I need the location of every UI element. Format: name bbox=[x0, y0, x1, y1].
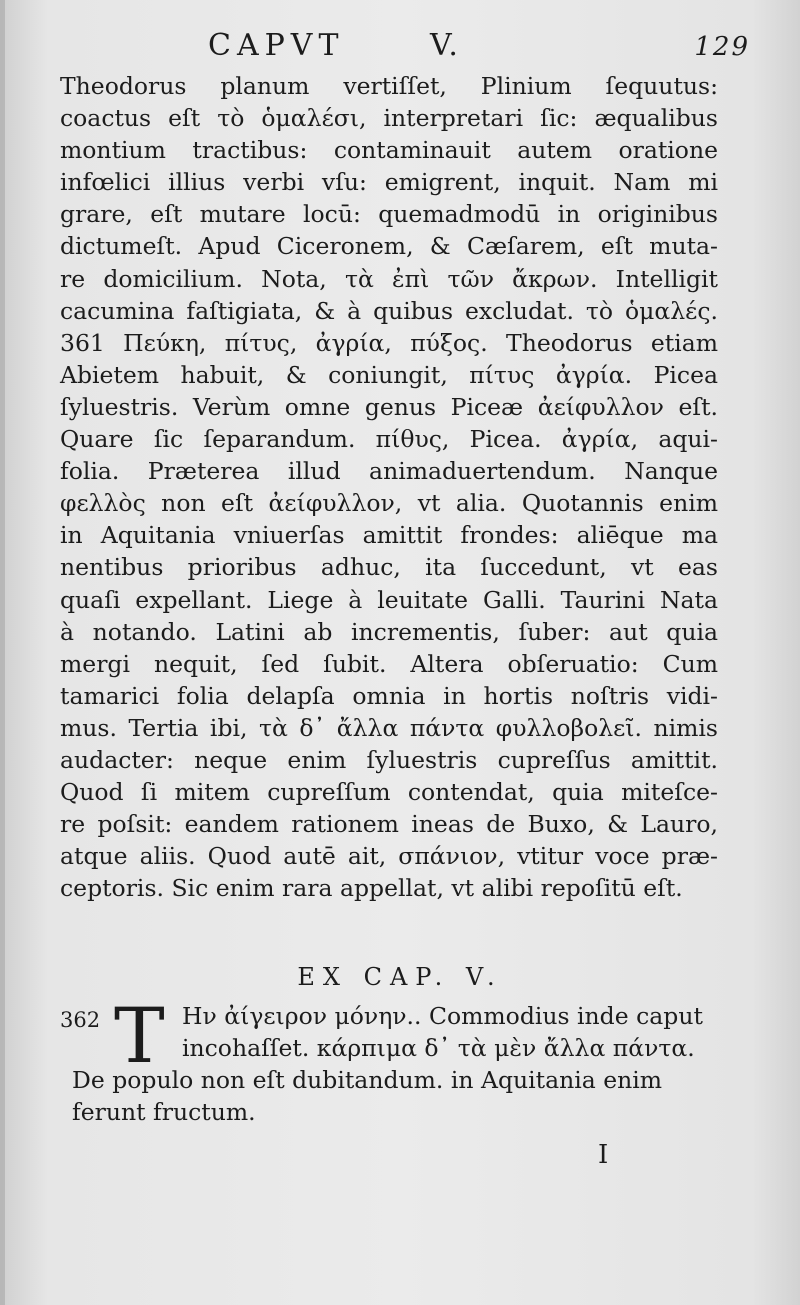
text-line: ſyluestris. Verùm omne genus Piceæ ἀείφυλλον eſt. bbox=[60, 392, 718, 421]
note-line: incohaſſet. κάρπιμα δ᾽ τὰ μὲν ἄλλα πάντα. bbox=[182, 1034, 695, 1062]
page-edge-shadow bbox=[0, 0, 5, 1305]
note-line: Ην ἀίγειρον μόνην.. Commodius inde caput bbox=[182, 1002, 703, 1030]
text-line: mus. Tertia ibi, τὰ δ᾽ ἄλλα πάντα φυλλοβολεῖ. nimis bbox=[60, 713, 718, 742]
chapter-number: V. bbox=[430, 28, 460, 63]
text-line: re poſsit: eandem rationem ineas de Buxo, & Lauro, bbox=[60, 810, 718, 839]
running-title: CAPVT bbox=[208, 28, 345, 63]
text-line: infœlici illius verbi vſu: emigrent, inquit. Nam mi bbox=[60, 168, 718, 197]
text-line: dictumeſt. Apud Ciceronem, & Cæſarem, eſt muta- bbox=[60, 232, 718, 261]
note-line: De populo non eſt dubitandum. in Aquitania enim bbox=[72, 1066, 663, 1094]
text-line: grare, eſt mutare locū: quemadmodū in originibus bbox=[60, 200, 718, 229]
page-number: 129 bbox=[694, 32, 750, 62]
text-line: à notando. Latini ab incrementis, ſuber: aut quia bbox=[60, 617, 718, 646]
text-line: montium tractibus: contaminauit autem oratione bbox=[60, 136, 718, 165]
note-line: ferunt fructum. bbox=[72, 1098, 256, 1126]
text-line: Quare ſic ſeparandum. πίθυς, Picea. ἀγρία, aqui- bbox=[60, 425, 718, 454]
text-line: 361 Πεύκη, πίτυς, ἀγρία, πύξος. Theodorus etiam bbox=[60, 328, 718, 357]
text-line: folia. Præterea illud animaduertendum. Nanque bbox=[60, 457, 718, 486]
text-line: cacumina faſtigiata, & à quibus excludat. τὸ ὁμαλές. bbox=[60, 296, 718, 325]
text-line: coactus eſt τὸ ὁμαλέσι, interpretari ſic: æqualibus bbox=[60, 104, 718, 133]
text-line: nentibus prioribus adhuc, ita ſuccedunt, vt eas bbox=[60, 553, 718, 582]
text-line: ceptoris. Sic enim rara appellat, vt alibi repoſitū eſt. bbox=[60, 874, 683, 903]
text-line: tamarici folia delapſa omnia in hortis noſtris vidi- bbox=[60, 681, 718, 710]
text-line: Theodorus planum vertiſſet, Plinium ſequutus: bbox=[60, 72, 718, 100]
drop-cap-initial: T bbox=[114, 991, 165, 1080]
text-line: quaſi expellant. Liege à leuitate Galli. Taurini Nata bbox=[60, 585, 718, 614]
text-line: re domicilium. Nota, τὰ ἐπὶ τῶν ἄκρων. Intelligit bbox=[60, 264, 718, 293]
text-line: Quod ſi mitem cupreſſum contendat, quia miteſce- bbox=[60, 778, 718, 807]
running-header bbox=[60, 28, 750, 68]
text-line: audacter: neque enim ſyluestris cupreſſus amittit. bbox=[60, 745, 718, 774]
text-line: atque aliis. Quod autē ait, σπάνιον, vtitur voce præ- bbox=[60, 842, 718, 871]
note-number: 362 bbox=[60, 1008, 101, 1032]
main-text bbox=[60, 70, 718, 904]
catchword: I bbox=[598, 1140, 609, 1170]
section-heading: EX CAP. V. bbox=[297, 963, 503, 991]
text-line: mergi nequit, ſed ſubit. Altera obſeruatio: Cum bbox=[60, 649, 718, 678]
text-line: Abietem habuit, & coniungit, πίτυς ἀγρία. Picea bbox=[60, 360, 718, 389]
text-line: φελλὸς non eſt ἀείφυλλον, vt alia. Quotannis enim bbox=[60, 489, 718, 518]
text-line: in Aquitania vniuerſas amittit frondes: aliēque ma bbox=[60, 521, 718, 550]
